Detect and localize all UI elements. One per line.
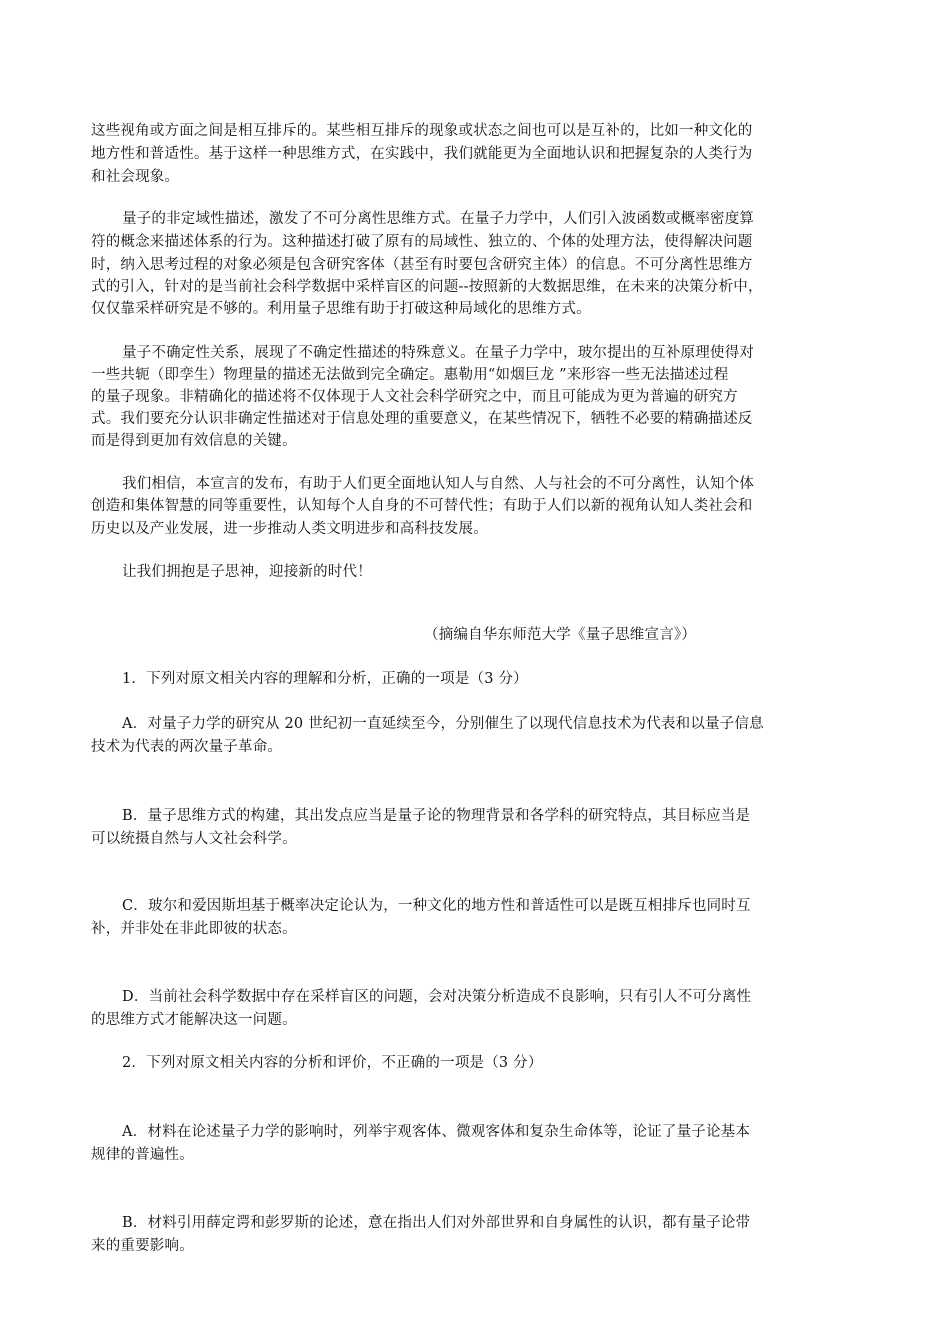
text-line: 创造和集体智慧的同等重要性，认知每个人自身的不可替代性；有助于人们以新的视角认知人类社会和 xyxy=(91,498,753,514)
text-line: 量子不确定性关系，展现了不确定性描述的特殊意义。在量子力学中，玻尔提出的互补原理使得对 xyxy=(122,345,755,361)
text-line: D．当前社会科学数据中存在采样盲区的问题，会对决策分析造成不良影响，只有引人不可分离性 xyxy=(122,989,752,1005)
text-line: 的思维方式才能解决这一问题。 xyxy=(91,1012,297,1028)
text-line: B．量子思维方式的构建，其出发点应当是量子论的物理背景和各学科的研究特点，其目标应当是 xyxy=(122,808,751,824)
text-line: B．材料引用薛定谔和彭罗斯的论述，意在指出人们对外部世界和自身属性的认识，都有量子论带 xyxy=(122,1215,751,1231)
text-line: 历史以及产业发展，进一步推动人类文明进步和高科技发展。 xyxy=(91,521,488,537)
text-line: 量子的非定域性描述，激发了不可分离性思维方式。在量子力学中，人们引入波函数或概率密度算 xyxy=(122,211,755,227)
text-line: A．材料在论述量子力学的影响时，列举宇观客体、微观客体和复杂生命体等，论证了量子论基本 xyxy=(122,1124,751,1140)
text-line: 来的重要影响。 xyxy=(91,1238,194,1254)
source-citation: （摘编自华东师范大学《量子思维宣言》） xyxy=(424,627,697,643)
text-line: 式的引入，针对的是当前社会科学数据中采样盲区的问题--按照新的大数据思维，在未来的决策分析中， xyxy=(91,279,763,295)
text-line: 式。我们要充分认识非确定性描述对于信息处理的重要意义，在某些情况下，牺牲不必要的精确描述反 xyxy=(91,411,753,427)
text-line: 的量子现象。非精确化的描述将不仅体现于人文社会科学研究之中，而且可能成为更为普遍的研究方 xyxy=(91,389,738,405)
text-line: 一些共轭（即孪生）物理量的描述无法做到完全确定。惠勒用“如烟巨龙 ”来形容一些无法描述过程 xyxy=(91,367,729,383)
text-line: 而是得到更加有效信息的关键。 xyxy=(91,433,297,449)
text-line: 补，并非处在非此即彼的状态。 xyxy=(91,921,297,937)
text-line: A．对量子力学的研究从 20 世纪初一直延续至今，分别催生了以现代信息技术为代表和以量子信息 xyxy=(122,716,764,732)
text-line: 和社会现象。 xyxy=(91,169,180,185)
text-line: 地方性和普适性。基于这样一种思维方式，在实践中，我们就能更为全面地认识和把握复杂的人类行为 xyxy=(91,146,753,162)
passage-paragraph-5: 让我们拥抱是子思神，迎接新的时代！ xyxy=(122,564,372,580)
question-stem: 2．下列对原文相关内容的分析和评价，不正确的一项是（3 分） xyxy=(122,1055,543,1071)
text-line: 规律的普遍性。 xyxy=(91,1147,194,1163)
text-line: 可以统摄自然与人文社会科学。 xyxy=(91,831,297,847)
text-line: 我们相信，本宣言的发布，有助于人们更全面地认知人与自然、人与社会的不可分离性，认知个体 xyxy=(122,476,755,492)
text-line: 时，纳入思考过程的对象必须是包含研究客体（甚至有时要包含研究主体）的信息。不可分离性思维方 xyxy=(91,257,753,273)
text-line: 这些视角或方面之间是相互排斥的。某些相互排斥的现象或状态之间也可以是互补的，比如一种文化的 xyxy=(91,123,753,139)
question-stem: 1．下列对原文相关内容的理解和分析，正确的一项是（3 分） xyxy=(122,671,528,687)
text-line: C．玻尔和爱因斯坦基于概率决定论认为，一种文化的地方性和普适性可以是既互相排斥也同时互 xyxy=(122,898,751,914)
text-line: 仅仅靠采样研究是不够的。利用量子思维有助于打破这种局域化的思维方式。 xyxy=(91,301,591,317)
text-line: 技术为代表的两次量子革命。 xyxy=(91,739,283,755)
text-line: 符的概念来描述体系的行为。这种描述打破了原有的局域性、独立的、个体的处理方法，使得解决问题 xyxy=(91,234,753,250)
